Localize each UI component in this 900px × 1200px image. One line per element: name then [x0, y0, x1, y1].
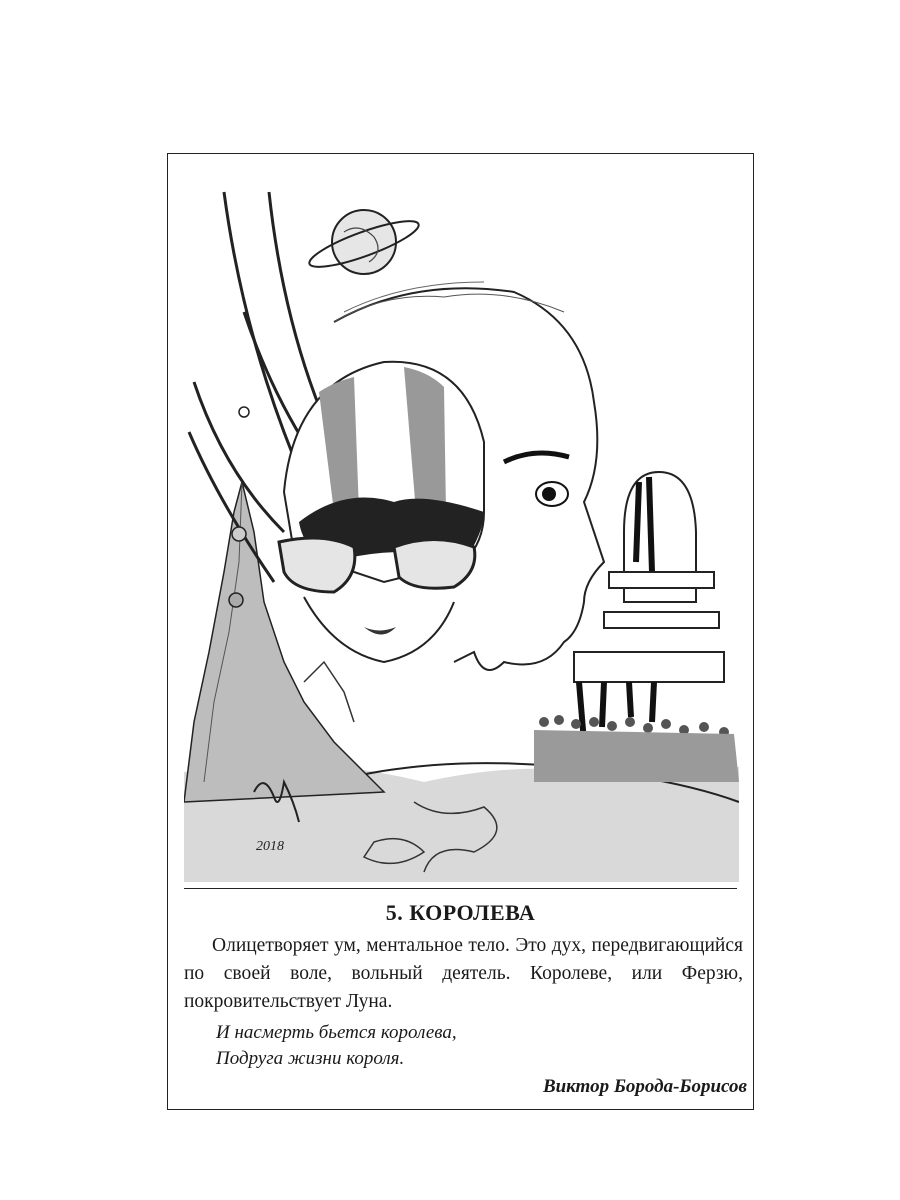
- divider-line: [184, 888, 737, 889]
- verse-line: И насмерть бьется королева,: [216, 1022, 457, 1043]
- verse-author: Виктор Борода-Борисов: [542, 1076, 747, 1097]
- verse-quote: [216, 1020, 457, 1072]
- ringed-planet-icon: [305, 210, 422, 275]
- tarot-card: [167, 153, 754, 1110]
- queen-illustration: [184, 182, 739, 882]
- card-description: Олицетворяет ум, ментальное тело. Это дух, передвигающийся по своей воле, вольный деятель. Королеве, или Ферзю, покровительствует Луна.: [184, 935, 743, 1012]
- dome-tower: [574, 472, 724, 742]
- verse-line: Подруга жизни короля.: [216, 1048, 405, 1069]
- crowd: [534, 715, 739, 782]
- signature-year: 2018: [256, 839, 284, 854]
- card-title: 5. КОРОЛЕВА: [385, 900, 536, 925]
